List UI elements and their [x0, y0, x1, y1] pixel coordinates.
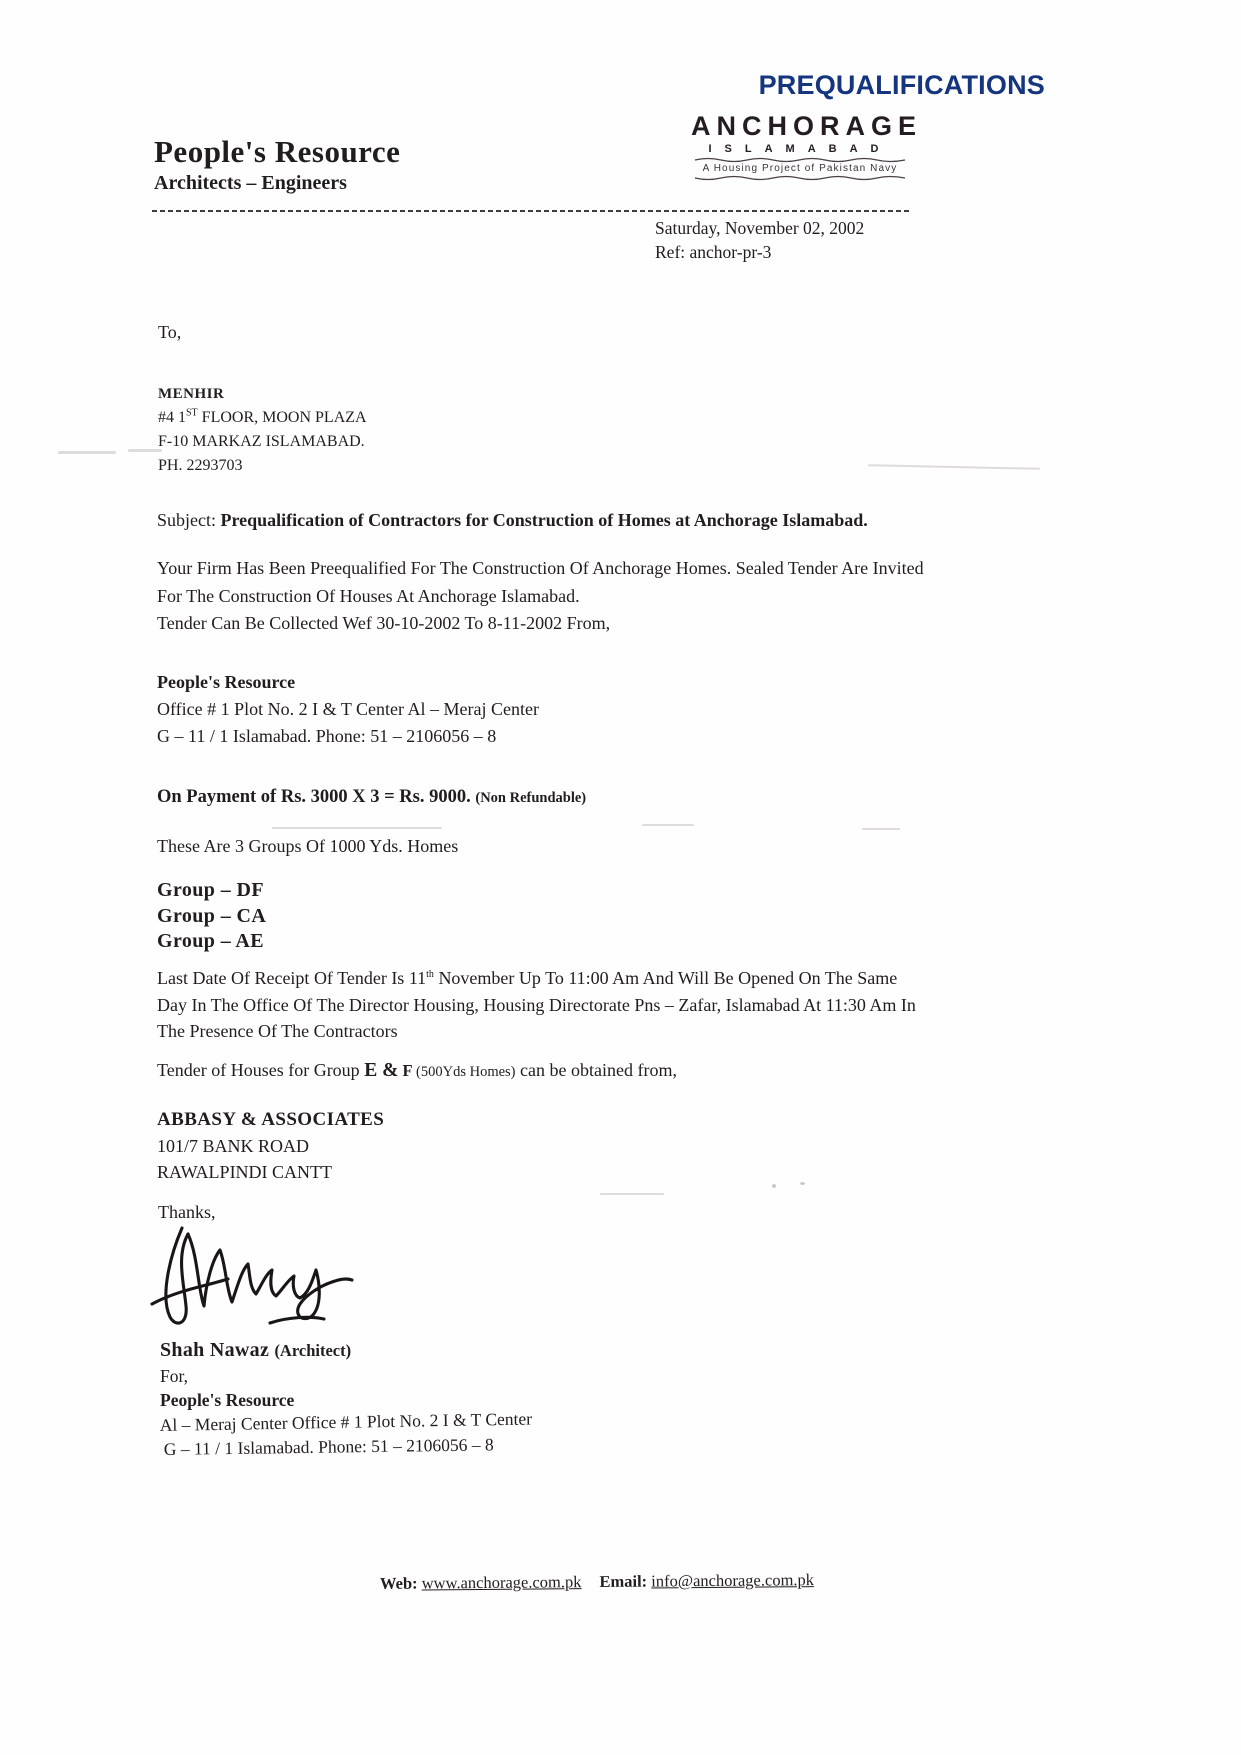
address-line1-pre: #4 1 — [158, 409, 186, 426]
wavy-line-icon — [691, 156, 909, 163]
body-paragraph-2 — [157, 965, 916, 1045]
salutation: To, — [158, 322, 182, 342]
tender-line — [157, 1060, 677, 1082]
scan-artifact — [58, 451, 116, 454]
paragraph2-line1-pre: Last Date Of Receipt Of Tender Is 11 — [157, 968, 427, 988]
letterhead-subtitle: Architects – Engineers — [154, 172, 347, 194]
office-company: People's Resource — [157, 672, 296, 692]
prequalifications-heading: PREQUALIFICATIONS — [758, 70, 1045, 100]
group-item-ae: Group – AE — [157, 930, 264, 952]
abbasy-address-line2: RAWALPINDI CANTT — [157, 1162, 333, 1182]
scan-artifact — [128, 449, 162, 452]
paragraph1-line2: For The Construction Of Houses At Anchorage Islamabad. — [157, 585, 580, 606]
subject-text: Prequalification of Contractors for Construction of Homes at Anchorage Islamabad. — [220, 510, 868, 530]
letter-ref: Ref: anchor-pr-3 — [655, 242, 772, 262]
signature-image — [148, 1222, 386, 1340]
footer-contact — [380, 1570, 814, 1594]
scan-artifact — [272, 827, 442, 829]
logo-city-text: ISLAMABAD — [708, 143, 892, 155]
paragraph2-line3: The Presence Of The Contractors — [157, 1021, 398, 1041]
letterhead — [154, 134, 400, 195]
payment-note: (Non Refundable) — [475, 790, 587, 806]
scan-artifact — [862, 828, 900, 830]
logo-wordmark: ANCHORAGE — [691, 111, 923, 141]
signer-line — [160, 1338, 532, 1364]
payment-line — [157, 787, 586, 808]
scan-artifact — [868, 464, 1040, 470]
paragraph2-line1-post: November Up To 11:00 Am And Will Be Opened On The Same — [433, 968, 898, 988]
signoff-address-line1: Al – Meraj Center Office # 1 Plot No. 2 I & T Center — [159, 1408, 533, 1435]
payment-amount: On Payment of Rs. 3000 X 3 = Rs. 9000. — [157, 787, 476, 807]
scan-artifact — [800, 1182, 805, 1185]
letterhead-company: People's Resource — [154, 134, 401, 169]
dashed-divider — [152, 210, 909, 212]
signoff-block — [160, 1338, 532, 1462]
paragraph2-line2: Day In The Office Of The Director Housing, Housing Directorate Pns – Zafar, Islamabad At 11:30 Am In — [157, 994, 916, 1015]
letter-date: Saturday, November 02, 2002 — [655, 218, 865, 238]
body-paragraph-1 — [157, 555, 924, 638]
recipient-address-line2: F-10 MARKAZ ISLAMABAD. — [158, 433, 365, 450]
abbasy-address-line1: 101/7 BANK ROAD — [157, 1136, 310, 1156]
closing-thanks: Thanks, — [158, 1202, 216, 1222]
paragraph2-ordinal: th — [426, 969, 434, 980]
recipient-name: MENHIR — [158, 386, 225, 402]
paragraph1-line3: Tender Can Be Collected Wef 30-10-2002 To 8-11-2002 From, — [157, 613, 611, 633]
recipient-phone: PH. 2293703 — [158, 457, 243, 474]
scan-artifact — [772, 1184, 776, 1188]
signer-name: Shah Nawaz — [160, 1339, 275, 1361]
address-line1-ordinal: ST — [186, 407, 198, 419]
tender-note: (500Yds Homes) — [416, 1064, 516, 1080]
tender-group-f: F — [398, 1061, 417, 1080]
office-address-line2: G – 11 / 1 Islamabad. Phone: 51 – 2106056 – 8 — [157, 726, 497, 746]
website-link[interactable]: www.anchorage.com.pk — [421, 1572, 582, 1593]
scan-artifact — [600, 1193, 664, 1195]
group-item-df: Group – DF — [157, 879, 264, 901]
group-item-ca: Group – CA — [157, 904, 267, 927]
scan-artifact — [642, 824, 694, 826]
date-ref-block — [655, 216, 864, 264]
signoff-for: For, — [160, 1365, 188, 1386]
wavy-line-icon — [691, 175, 909, 182]
email-link[interactable]: info@anchorage.com.pk — [651, 1570, 815, 1591]
web-label: Web: — [379, 1573, 422, 1593]
recipient-address — [158, 382, 367, 478]
logo-tagline: A Housing Project of Pakistan Navy — [702, 163, 898, 174]
abbasy-name: ABBASY & ASSOCIATES — [157, 1109, 385, 1130]
abbasy-address-block — [157, 1107, 384, 1185]
tender-pre: Tender of Houses for Group — [157, 1060, 365, 1080]
paragraph2-line1 — [157, 965, 916, 992]
office-address-line1: Office # 1 Plot No. 2 I & T Center Al – Meraj Center — [157, 699, 539, 719]
subject-label: Subject: — [157, 510, 221, 530]
tender-group-e: E & — [364, 1060, 399, 1081]
subject-line — [157, 510, 868, 531]
email-label: Email: — [599, 1571, 652, 1591]
recipient-address-line1 — [158, 406, 367, 430]
signer-title: (Architect) — [274, 1341, 352, 1360]
office-address-block — [157, 669, 539, 750]
signoff-company: People's Resource — [160, 1390, 295, 1410]
tender-post: can be obtained from, — [515, 1060, 677, 1080]
signoff-address-line2: G – 11 / 1 Islamabad. Phone: 51 – 2106056 – 8 — [163, 1434, 494, 1459]
groups-list — [157, 878, 266, 955]
anchorage-logo — [691, 111, 923, 182]
groups-intro: These Are 3 Groups Of 1000 Yds. Homes — [157, 836, 459, 856]
paragraph1-line1: Your Firm Has Been Preequalified For The Construction Of Anchorage Homes. Sealed Tender Are Invited — [157, 558, 924, 578]
address-line1-post: FLOOR, MOON PLAZA — [197, 409, 367, 426]
